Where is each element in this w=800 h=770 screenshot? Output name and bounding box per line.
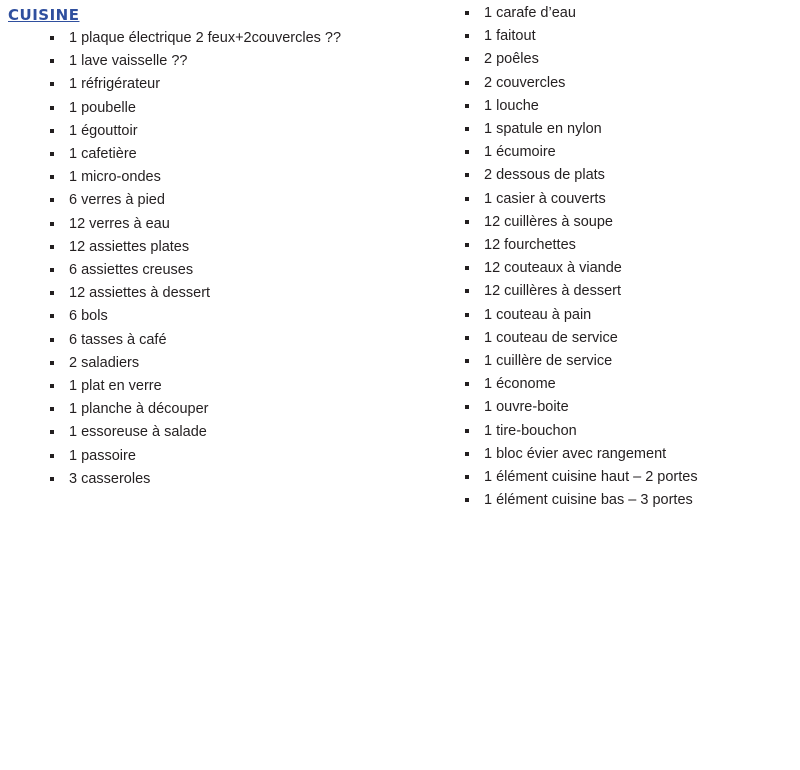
bullet-icon — [465, 382, 469, 386]
list-item-label: 1 spatule en nylon — [484, 121, 602, 138]
list-item — [40, 398, 420, 421]
list-item — [455, 141, 785, 164]
bullet-icon — [465, 220, 469, 224]
list-item-label: 1 essoreuse à salade — [69, 424, 207, 441]
list-item-label: 1 faitout — [484, 28, 536, 45]
list-item — [455, 234, 785, 257]
list-item — [40, 97, 420, 120]
bullet-icon — [50, 430, 54, 434]
bullet-icon — [50, 384, 54, 388]
bullet-icon — [50, 407, 54, 411]
bullet-icon — [465, 313, 469, 317]
list-item-label: 1 planche à découper — [69, 401, 209, 418]
list-item-label: 1 couteau de service — [484, 329, 618, 346]
page-title: CUISINE — [8, 6, 80, 24]
bullet-icon — [50, 152, 54, 156]
list-item — [455, 466, 785, 489]
list-item-label: 6 bols — [69, 308, 108, 325]
list-item — [455, 164, 785, 187]
bullet-icon — [50, 361, 54, 365]
list-item-label: 6 verres à pied — [69, 192, 165, 209]
list-item-label: 1 réfrigérateur — [69, 76, 161, 93]
list-item-label: 2 poêles — [484, 51, 539, 68]
list-item — [40, 352, 420, 375]
list-item — [40, 468, 420, 491]
list-item-label: 1 couteau à pain — [484, 306, 592, 323]
list-item-label: 6 assiettes creuses — [69, 262, 194, 279]
bullet-icon — [50, 338, 54, 342]
list-item — [455, 280, 785, 303]
bullet-icon — [465, 197, 469, 201]
list-item-label: 12 couteaux à viande — [484, 260, 622, 277]
bullet-icon — [50, 291, 54, 295]
list-item-label: 3 casseroles — [69, 470, 151, 487]
list-item-label: 1 plaque électrique 2 feux+2couvercles ?? — [69, 30, 342, 46]
bullet-icon — [465, 405, 469, 409]
bullet-icon — [50, 222, 54, 226]
list-item-label: 1 élément cuisine haut – 2 portes — [484, 469, 698, 486]
list-item — [40, 143, 420, 166]
list-item — [455, 118, 785, 141]
list-item-label: 1 économe — [484, 376, 556, 393]
list-item — [40, 375, 420, 398]
list-item — [40, 305, 420, 328]
list-item-label: 2 saladiers — [69, 354, 140, 371]
list-item-label: 1 bloc évier avec rangement — [484, 445, 667, 462]
bullet-icon — [465, 104, 469, 108]
bullet-icon — [50, 59, 54, 63]
list-item-label: 1 poubelle — [69, 99, 136, 116]
list-item — [40, 213, 420, 236]
bullet-icon — [50, 175, 54, 179]
list-item — [40, 73, 420, 96]
list-item — [455, 25, 785, 48]
bullet-icon — [50, 36, 54, 40]
bullet-icon — [465, 243, 469, 247]
bullet-icon — [465, 336, 469, 340]
list-item — [455, 2, 785, 25]
list-item — [455, 443, 785, 466]
list-item — [455, 350, 785, 373]
list-item-label: 1 micro-ondes — [69, 169, 161, 186]
list-item — [455, 48, 785, 71]
list-item-label: 1 cafetière — [69, 146, 137, 163]
list-item-label: 1 louche — [484, 97, 539, 114]
bullet-icon — [50, 268, 54, 272]
inventory-column-right — [455, 0, 785, 512]
list-item — [40, 329, 420, 352]
list-item-label: 1 passoire — [69, 447, 136, 464]
list-item-label: 1 lave vaisselle ?? — [69, 53, 188, 70]
list-item — [455, 420, 785, 443]
inventory-list-right — [455, 2, 785, 512]
bullet-icon — [50, 129, 54, 133]
bullet-icon — [465, 475, 469, 479]
bullet-icon — [465, 289, 469, 293]
list-item-label: 12 fourchettes — [484, 237, 576, 254]
list-item — [40, 259, 420, 282]
list-item-label: 1 élément cuisine bas – 3 portes — [484, 492, 693, 509]
list-item — [40, 27, 420, 50]
list-item-label: 12 cuillères à dessert — [484, 283, 622, 300]
list-item-label: 12 assiettes plates — [69, 238, 190, 255]
list-item-label: 1 plat en verre — [69, 378, 162, 395]
list-item — [455, 396, 785, 419]
list-item-label: 12 verres à eau — [69, 215, 170, 232]
inventory-list-left — [40, 27, 420, 491]
list-item — [40, 120, 420, 143]
list-item-label: 1 égouttoir — [69, 122, 138, 139]
list-item-label: 12 assiettes à dessert — [69, 285, 211, 302]
list-item — [40, 236, 420, 259]
bullet-icon — [465, 127, 469, 131]
list-item-label: 2 dessous de plats — [484, 167, 605, 184]
list-item — [455, 373, 785, 396]
bullet-icon — [465, 173, 469, 177]
list-item — [455, 327, 785, 350]
bullet-icon — [465, 34, 469, 38]
bullet-icon — [465, 150, 469, 154]
list-item-label: 2 couvercles — [484, 74, 566, 91]
bullet-icon — [465, 266, 469, 270]
bullet-icon — [465, 498, 469, 502]
list-item — [455, 304, 785, 327]
list-item — [455, 95, 785, 118]
list-item — [40, 189, 420, 212]
list-item-label: 1 cuillère de service — [484, 353, 613, 370]
bullet-icon — [465, 81, 469, 85]
list-item — [455, 72, 785, 95]
bullet-icon — [50, 245, 54, 249]
bullet-icon — [465, 11, 469, 15]
bullet-icon — [465, 452, 469, 456]
list-item — [40, 166, 420, 189]
bullet-icon — [465, 429, 469, 433]
list-item-label: 1 écumoire — [484, 144, 556, 161]
list-item — [455, 489, 785, 512]
bullet-icon — [50, 198, 54, 202]
list-item-label: 12 cuillères à soupe — [484, 213, 613, 230]
list-item — [40, 445, 420, 468]
list-item — [455, 257, 785, 280]
list-item — [40, 421, 420, 444]
inventory-column-left — [40, 0, 420, 491]
list-item — [40, 50, 420, 73]
bullet-icon — [50, 477, 54, 481]
list-item-label: 6 tasses à café — [69, 331, 167, 348]
list-item-label: 1 tire-bouchon — [484, 422, 577, 439]
list-item-label: 1 ouvre-boite — [484, 399, 569, 416]
list-item-label: 1 carafe d’eau — [484, 5, 576, 21]
bullet-icon — [50, 314, 54, 318]
bullet-icon — [465, 57, 469, 61]
list-item — [455, 211, 785, 234]
bullet-icon — [465, 359, 469, 363]
bullet-icon — [50, 82, 54, 86]
bullet-icon — [50, 454, 54, 458]
list-item — [455, 188, 785, 211]
list-item-label: 1 casier à couverts — [484, 190, 606, 207]
list-item — [40, 282, 420, 305]
bullet-icon — [50, 106, 54, 110]
